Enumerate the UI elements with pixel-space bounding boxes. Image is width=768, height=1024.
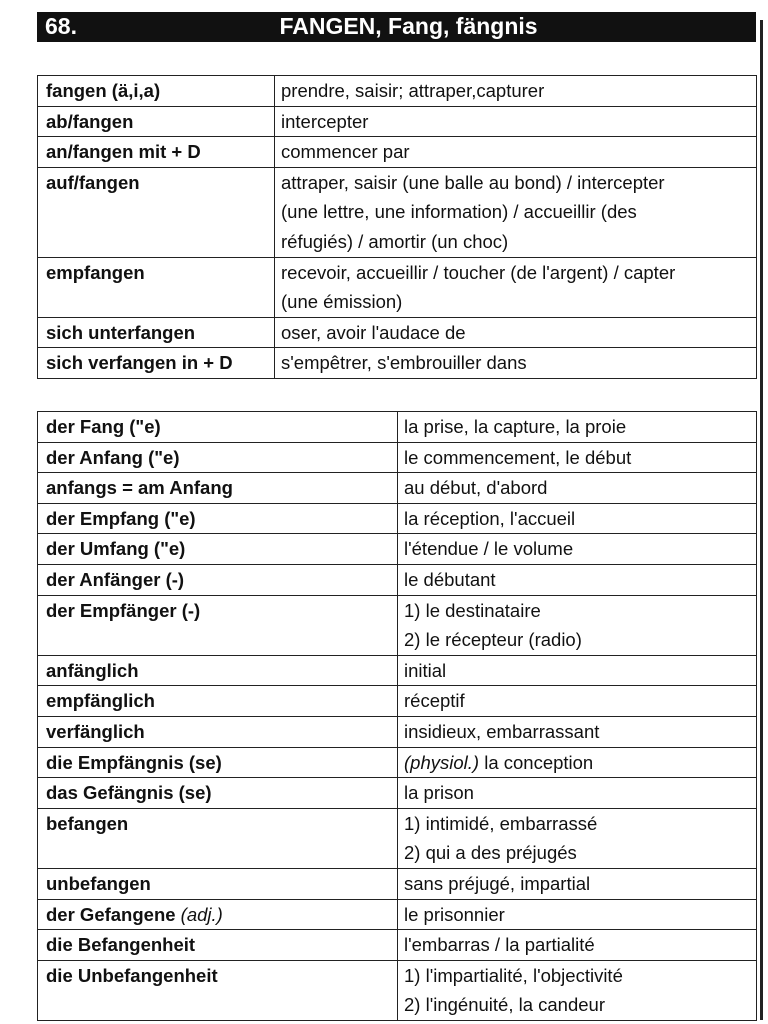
german-term-text: empfänglich — [46, 690, 155, 712]
noun-row — [38, 716, 757, 747]
noun-row — [38, 503, 757, 534]
french-translation — [398, 473, 757, 504]
noun-row — [38, 778, 757, 809]
french-translation — [398, 564, 757, 595]
translation-line — [281, 318, 750, 348]
entry-number: 68. — [45, 13, 77, 39]
translation-line — [404, 961, 750, 991]
noun-row — [38, 686, 757, 717]
german-term-text: der Fang ("e) — [46, 416, 161, 437]
translation-text: (une lettre, une information) / accueillir (des — [281, 201, 637, 223]
translation-line — [281, 258, 750, 288]
translation-line — [404, 930, 750, 960]
translation-text: 1) l'impartialité, l'objectivité — [404, 964, 623, 986]
french-translation — [275, 348, 757, 379]
german-term-text: der Umfang ("e) — [46, 538, 186, 560]
translation-text: le commencement, le début — [404, 446, 632, 468]
german-term-text: empfangen — [46, 261, 145, 283]
german-term-text: sich verfangen in + D — [46, 352, 233, 374]
translation-line — [281, 287, 750, 317]
translation-line — [404, 504, 750, 534]
german-term-text: ab/fangen — [46, 110, 134, 132]
german-term-text: das Gefängnis (se) — [46, 782, 212, 804]
french-translation — [398, 747, 757, 778]
german-term — [38, 655, 398, 686]
translation-line — [404, 748, 750, 778]
german-term-text: befangen — [46, 812, 129, 834]
translation-text: la prise, la capture, la proie — [404, 416, 627, 437]
verbs-table — [37, 75, 757, 379]
german-term-text: der Empfang ("e) — [46, 507, 196, 529]
german-term — [38, 564, 398, 595]
translation-text: 2) le récepteur (radio) — [404, 629, 582, 651]
noun-row — [38, 442, 757, 473]
german-term-text: der Anfänger (-) — [46, 568, 185, 590]
translation-text: la réception, l'accueil — [404, 507, 576, 529]
french-translation — [398, 960, 757, 1020]
translation-line — [281, 168, 750, 198]
german-term — [38, 868, 398, 899]
german-term — [38, 76, 275, 107]
french-translation — [275, 257, 757, 317]
translation-text: la conception — [479, 751, 594, 773]
translation-text: 2) qui a des préjugés — [404, 842, 577, 864]
page-edge-line — [760, 20, 763, 1020]
page-header — [37, 12, 756, 42]
translation-text: recevoir, accueillir / toucher (de l'argent) / capter — [281, 261, 676, 283]
translation-text: initial — [404, 659, 447, 681]
german-term-text: fangen (ä,i,a) — [46, 80, 161, 101]
verb-row — [38, 106, 757, 137]
translation-line — [404, 809, 750, 839]
translation-line — [404, 565, 750, 595]
translation-line — [281, 107, 750, 137]
translation-text: 1) le destinataire — [404, 599, 541, 621]
french-translation — [275, 106, 757, 137]
german-term-text: die Befangenheit — [46, 934, 196, 956]
french-translation — [398, 686, 757, 717]
translation-line — [404, 443, 750, 473]
translation-text: l'étendue / le volume — [404, 538, 574, 560]
noun-row — [38, 747, 757, 778]
translation-line — [404, 778, 750, 808]
german-term — [38, 412, 398, 443]
german-term-text: der Gefangene — [46, 903, 176, 925]
translation-line — [404, 838, 750, 868]
french-translation — [398, 808, 757, 868]
verb-row — [38, 76, 757, 107]
german-term-text: der Anfang ("e) — [46, 446, 180, 468]
french-translation — [398, 503, 757, 534]
translation-text: prendre, saisir; attraper,capturer — [281, 80, 545, 101]
german-term — [38, 899, 398, 930]
german-term — [38, 106, 275, 137]
translation-line — [281, 227, 750, 257]
translation-text: réfugiés) / amortir (un choc) — [281, 230, 509, 252]
german-term — [38, 442, 398, 473]
german-term-text: anfangs = am Anfang — [46, 477, 233, 499]
german-term — [38, 167, 275, 257]
nouns-table — [37, 411, 757, 1021]
french-translation — [398, 930, 757, 961]
noun-row — [38, 655, 757, 686]
translation-text: commencer par — [281, 141, 410, 163]
verb-row — [38, 137, 757, 168]
french-translation — [398, 442, 757, 473]
usage-note: (physiol.) — [404, 751, 480, 773]
translation-line — [404, 656, 750, 686]
german-term-text: anfänglich — [46, 659, 139, 681]
translation-line — [404, 869, 750, 899]
german-term — [38, 534, 398, 565]
german-term — [38, 716, 398, 747]
translation-text: 1) intimidé, embarrassé — [404, 812, 598, 834]
translation-text: 2) l'ingénuité, la candeur — [404, 994, 605, 1016]
noun-row — [38, 868, 757, 899]
noun-row — [38, 564, 757, 595]
translation-text: oser, avoir l'audace de — [281, 321, 466, 343]
translation-text: la prison — [404, 782, 474, 804]
translation-text: l'embarras / la partialité — [404, 934, 595, 956]
translation-line — [404, 534, 750, 564]
translation-text: le débutant — [404, 568, 496, 590]
translation-text: (une émission) — [281, 291, 403, 313]
translation-line — [404, 625, 750, 655]
translation-line — [281, 137, 750, 167]
german-term-text: die Empfängnis (se) — [46, 751, 222, 773]
entry-title: FANGEN, Fang, fängnis — [279, 13, 538, 39]
grammar-note: (adj.) — [175, 903, 223, 925]
noun-row — [38, 412, 757, 443]
translation-text: sans préjugé, impartial — [404, 872, 591, 894]
german-term — [38, 960, 398, 1020]
french-translation — [398, 595, 757, 655]
translation-line — [404, 686, 750, 716]
german-term-text: auf/fangen — [46, 171, 140, 193]
german-term-text: die Unbefangenheit — [46, 964, 218, 986]
noun-row — [38, 534, 757, 565]
german-term — [38, 473, 398, 504]
noun-row — [38, 960, 757, 1020]
noun-row — [38, 595, 757, 655]
noun-row — [38, 899, 757, 930]
german-term — [38, 137, 275, 168]
german-term-text: sich unterfangen — [46, 321, 196, 343]
translation-text: au début, d'abord — [404, 477, 548, 499]
german-term — [38, 747, 398, 778]
translation-text: attraper, saisir (une balle au bond) / intercepter — [281, 171, 665, 193]
translation-text: intercepter — [281, 110, 369, 132]
translation-line — [404, 900, 750, 930]
translation-line — [404, 412, 750, 442]
verb-row — [38, 317, 757, 348]
german-term — [38, 348, 275, 379]
german-term — [38, 257, 275, 317]
noun-row — [38, 808, 757, 868]
french-translation — [398, 778, 757, 809]
translation-line — [404, 717, 750, 747]
french-translation — [398, 716, 757, 747]
french-translation — [398, 412, 757, 443]
german-term-text: unbefangen — [46, 872, 151, 894]
french-translation — [398, 534, 757, 565]
translation-text: insidieux, embarrassant — [404, 720, 600, 742]
german-term — [38, 595, 398, 655]
german-term — [38, 930, 398, 961]
german-term — [38, 808, 398, 868]
translation-line — [281, 348, 750, 378]
translation-line — [281, 197, 750, 227]
verb-row — [38, 257, 757, 317]
translation-text: réceptif — [404, 690, 465, 712]
german-term — [38, 503, 398, 534]
translation-line — [404, 473, 750, 503]
french-translation — [275, 317, 757, 348]
german-term-text: an/fangen mit + D — [46, 141, 201, 163]
translation-text: s'empêtrer, s'embrouiller dans — [281, 352, 527, 374]
german-term — [38, 686, 398, 717]
french-translation — [275, 167, 757, 257]
verb-row — [38, 167, 757, 257]
german-term-text: der Empfänger (-) — [46, 599, 201, 621]
german-term-text: verfänglich — [46, 720, 145, 742]
translation-line — [281, 76, 750, 106]
german-term — [38, 317, 275, 348]
french-translation — [275, 137, 757, 168]
translation-line — [404, 990, 750, 1020]
french-translation — [398, 655, 757, 686]
translation-line — [404, 596, 750, 626]
verb-row — [38, 348, 757, 379]
noun-row — [38, 473, 757, 504]
german-term — [38, 778, 398, 809]
translation-text: le prisonnier — [404, 903, 505, 925]
noun-row — [38, 930, 757, 961]
french-translation — [398, 899, 757, 930]
french-translation — [275, 76, 757, 107]
french-translation — [398, 868, 757, 899]
